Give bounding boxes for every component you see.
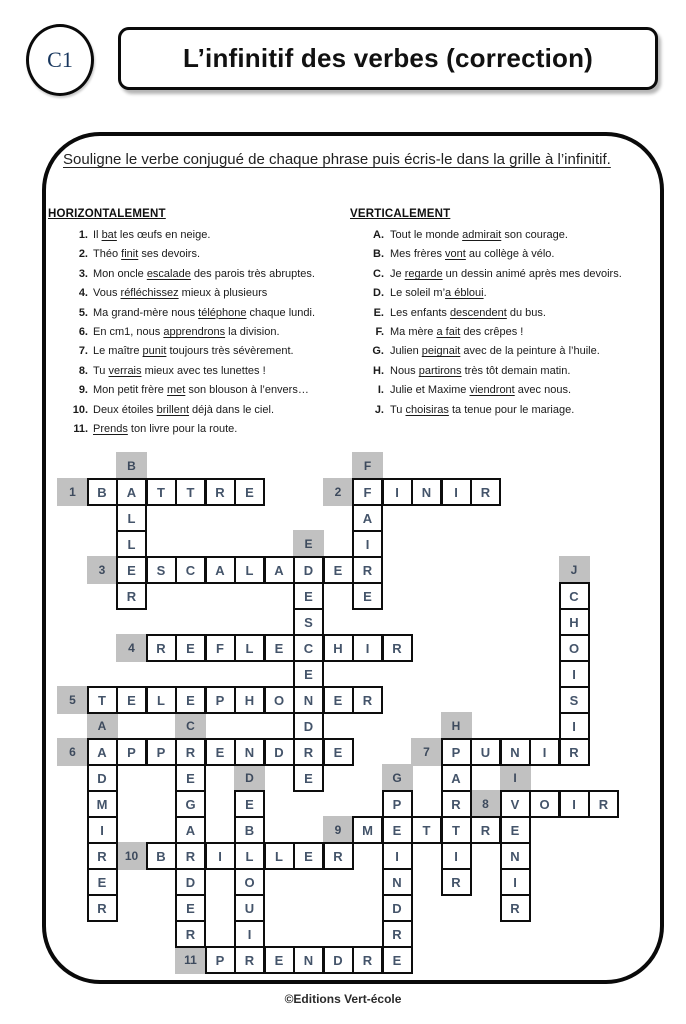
clue-label: F.	[375, 326, 384, 339]
footer-credit: ©Editions Vert-école	[284, 992, 402, 1006]
grid-letter-cell: I	[352, 634, 383, 662]
grid-letter-cell: E	[264, 946, 295, 974]
grid-letter-cell: I	[205, 842, 236, 870]
grid-clue-label-cell: F	[352, 452, 383, 480]
grid-clue-label-cell: 7	[411, 738, 442, 766]
clue-sentence: Tu verrais mieux avec tes lunettes !	[93, 364, 266, 377]
clue-sentence: Vous réfléchissez mieux à plusieurs	[93, 287, 268, 300]
grid-letter-cell: A	[175, 816, 206, 844]
grid-letter-cell: E	[323, 556, 354, 584]
grid-letter-cell: D	[382, 894, 413, 922]
clue-label: 9.	[78, 384, 88, 397]
grid-letter-cell: R	[559, 738, 590, 766]
grid-letter-cell: U	[470, 738, 501, 766]
grid-letter-cell: R	[441, 790, 472, 818]
clue-label: E.	[373, 306, 384, 319]
clue-label: 5.	[78, 306, 88, 319]
clue-label: 11.	[73, 423, 88, 436]
grid-letter-cell: O	[559, 634, 590, 662]
underlined-verb: punit	[142, 345, 167, 358]
clue-item	[48, 323, 348, 342]
horizontal-heading: HORIZONTALEMENT	[48, 208, 166, 220]
grid-letter-cell: H	[323, 634, 354, 662]
grid-clue-label-cell: H	[441, 712, 472, 740]
grid-letter-cell: R	[205, 478, 236, 506]
grid-letter-cell: R	[500, 894, 531, 922]
grid-letter-cell: S	[559, 686, 590, 714]
grid-clue-label-cell: J	[559, 556, 590, 584]
horizontal-clues-section	[48, 208, 348, 439]
grid-letter-cell: R	[441, 868, 472, 896]
horizontal-clue-list	[48, 226, 348, 439]
clue-label: B.	[373, 248, 384, 261]
underlined-verb: descendent	[449, 306, 507, 319]
grid-letter-cell: N	[500, 738, 531, 766]
grid-letter-cell: A	[264, 556, 295, 584]
grid-letter-cell: H	[234, 686, 265, 714]
grid-clue-label-cell: A	[87, 712, 118, 740]
grid-letter-cell: D	[264, 738, 295, 766]
grid-letter-cell: P	[146, 738, 177, 766]
grid-letter-cell: F	[205, 634, 236, 662]
clue-label: A.	[373, 229, 384, 241]
grid-letter-cell: S	[293, 608, 324, 636]
grid-clue-label-cell: 9	[323, 816, 354, 844]
grid-letter-cell: R	[175, 920, 206, 948]
grid-letter-cell: A	[116, 478, 147, 506]
grid-letter-cell: A	[441, 764, 472, 792]
grid-letter-cell: T	[441, 816, 472, 844]
grid-letter-cell: L	[234, 634, 265, 662]
grid-letter-cell: T	[146, 478, 177, 506]
grid-letter-cell: E	[323, 686, 354, 714]
underlined-verb: partirons	[418, 364, 462, 377]
grid-letter-cell: I	[382, 842, 413, 870]
grid-letter-cell: D	[323, 946, 354, 974]
grid-letter-cell: I	[559, 790, 590, 818]
grid-letter-cell: M	[352, 816, 383, 844]
grid-clue-label-cell: I	[500, 764, 531, 792]
grid-letter-cell: C	[559, 582, 590, 610]
grid-letter-cell: N	[382, 868, 413, 896]
grid-letter-cell: L	[116, 530, 147, 558]
grid-letter-cell: R	[116, 582, 147, 610]
clue-label: 7.	[78, 345, 88, 358]
grid-letter-cell: R	[87, 894, 118, 922]
grid-letter-cell: U	[234, 894, 265, 922]
clue-item	[48, 362, 348, 381]
grid-letter-cell: E	[175, 686, 206, 714]
clue-sentence: Le maître punit toujours très sévèrement.	[93, 345, 294, 358]
underlined-verb: finit	[121, 248, 139, 261]
grid-letter-cell: P	[382, 790, 413, 818]
grid-letter-cell: V	[500, 790, 531, 818]
clue-item	[350, 284, 662, 303]
clue-sentence: Le soleil m’a ébloui.	[390, 287, 487, 300]
grid-letter-cell: N	[293, 946, 324, 974]
clue-sentence: Julie et Maxime viendront avec nous.	[390, 384, 572, 397]
grid-letter-cell: E	[293, 842, 324, 870]
grid-letter-cell: A	[352, 504, 383, 532]
grid-letter-cell: R	[175, 842, 206, 870]
grid-letter-cell: E	[87, 868, 118, 896]
clue-item	[350, 245, 662, 264]
grid-letter-cell: R	[470, 816, 501, 844]
vertical-clue-list	[350, 226, 662, 420]
grid-letter-cell: E	[382, 816, 413, 844]
grid-letter-cell: R	[352, 556, 383, 584]
grid-clue-label-cell: 8	[470, 790, 501, 818]
clue-item	[48, 420, 348, 439]
grid-letter-cell: G	[175, 790, 206, 818]
grid-letter-cell: R	[175, 738, 206, 766]
clue-item	[48, 245, 348, 264]
underlined-verb: a ébloui	[445, 287, 484, 300]
grid-letter-cell: L	[146, 686, 177, 714]
clue-sentence: Il bat les œufs en neige.	[93, 229, 211, 241]
grid-letter-cell: T	[87, 686, 118, 714]
grid-letter-cell: E	[293, 764, 324, 792]
vertical-heading: VERTICALEMENT	[350, 208, 451, 220]
underlined-verb: met	[166, 384, 186, 397]
clue-label: H.	[373, 364, 384, 377]
clue-sentence: Je regarde un dessin animé après mes devoirs.	[390, 267, 622, 280]
underlined-verb: bat	[101, 229, 117, 241]
grid-letter-cell: O	[234, 868, 265, 896]
underlined-verb: admirait	[462, 229, 502, 241]
clue-label: 4.	[78, 287, 88, 300]
clue-item	[48, 342, 348, 361]
grid-letter-cell: N	[293, 686, 324, 714]
grid-letter-cell: R	[87, 842, 118, 870]
clue-item	[48, 401, 348, 420]
grid-letter-cell: F	[352, 478, 383, 506]
clue-sentence: Théo finit ses devoirs.	[93, 248, 201, 261]
clue-sentence: Mes frères vont au collège à vélo.	[390, 248, 555, 261]
clue-item	[48, 304, 348, 323]
clue-label: G.	[372, 345, 384, 358]
grid-letter-cell: P	[441, 738, 472, 766]
clue-label: 2.	[78, 248, 88, 261]
grid-letter-cell: R	[293, 738, 324, 766]
grid-letter-cell: S	[146, 556, 177, 584]
grid-letter-cell: M	[87, 790, 118, 818]
underlined-verb: apprendrons	[163, 326, 226, 339]
underlined-verb: choisiras	[405, 403, 449, 416]
grid-letter-cell: E	[323, 738, 354, 766]
grid-letter-cell: E	[116, 686, 147, 714]
grid-letter-cell: E	[352, 582, 383, 610]
clue-sentence: Julien peignait avec de la peinture à l’huile.	[390, 345, 600, 358]
clue-label: 10.	[72, 403, 88, 416]
grid-letter-cell: P	[205, 686, 236, 714]
clue-item	[48, 284, 348, 303]
grid-clue-label-cell: C	[175, 712, 206, 740]
grid-clue-label-cell: 5	[57, 686, 88, 714]
clue-item	[350, 342, 662, 361]
grid-letter-cell: E	[175, 894, 206, 922]
grid-clue-label-cell: E	[293, 530, 324, 558]
underlined-verb: réfléchissez	[120, 287, 179, 300]
clue-item	[350, 401, 662, 420]
lesson-code-badge	[26, 24, 94, 96]
clue-label: D.	[373, 287, 384, 300]
grid-letter-cell: E	[500, 816, 531, 844]
grid-letter-cell: E	[116, 556, 147, 584]
grid-letter-cell: N	[234, 738, 265, 766]
clue-label: C.	[373, 267, 384, 280]
underlined-verb: brillent	[156, 403, 189, 416]
grid-letter-cell: E	[175, 634, 206, 662]
grid-letter-cell: R	[234, 946, 265, 974]
clue-sentence: Deux étoiles brillent déjà dans le ciel.	[93, 403, 274, 416]
grid-letter-cell: R	[382, 920, 413, 948]
underlined-verb: peignait	[421, 345, 461, 358]
clue-item	[350, 381, 662, 400]
grid-letter-cell: I	[382, 478, 413, 506]
grid-letter-cell: E	[234, 478, 265, 506]
underlined-verb: Prends	[93, 423, 128, 436]
clue-item	[48, 265, 348, 284]
clue-sentence: Mon petit frère met son blouson à l’envers…	[93, 384, 309, 397]
grid-letter-cell: R	[323, 842, 354, 870]
grid-letter-cell: R	[588, 790, 619, 818]
grid-letter-cell: D	[87, 764, 118, 792]
grid-letter-cell: A	[205, 556, 236, 584]
grid-letter-cell: T	[175, 478, 206, 506]
grid-letter-cell: R	[352, 686, 383, 714]
clue-item	[48, 381, 348, 400]
grid-letter-cell: L	[116, 504, 147, 532]
grid-letter-cell: E	[205, 738, 236, 766]
clue-label: 6.	[78, 326, 88, 339]
grid-letter-cell: N	[500, 842, 531, 870]
grid-letter-cell: E	[175, 764, 206, 792]
grid-clue-label-cell: 3	[87, 556, 118, 584]
grid-letter-cell: E	[293, 582, 324, 610]
grid-letter-cell: B	[146, 842, 177, 870]
instruction-text: Souligne le verbe conjugué de chaque phrase puis écris-le dans la grille à l’infinitif.	[63, 151, 611, 168]
underlined-verb: escalade	[146, 267, 191, 280]
grid-letter-cell: R	[352, 946, 383, 974]
grid-letter-cell: I	[234, 920, 265, 948]
underlined-verb: vont	[445, 248, 466, 261]
clue-label: I.	[377, 384, 384, 397]
clue-sentence: Tu choisiras ta tenue pour le mariage.	[390, 403, 575, 416]
clue-sentence: Ma mère a fait des crêpes !	[390, 326, 524, 339]
grid-letter-cell: I	[87, 816, 118, 844]
grid-letter-cell: B	[87, 478, 118, 506]
grid-clue-label-cell: 1	[57, 478, 88, 506]
grid-letter-cell: E	[293, 660, 324, 688]
underlined-verb: verrais	[108, 364, 142, 377]
clue-item	[350, 323, 662, 342]
crossword-grid	[57, 452, 622, 977]
underlined-verb: téléphone	[198, 306, 247, 319]
grid-letter-cell: R	[146, 634, 177, 662]
grid-letter-cell: O	[264, 686, 295, 714]
clue-sentence: Prends ton livre pour la route.	[93, 423, 238, 436]
vertical-clues-section	[350, 208, 662, 420]
grid-letter-cell: B	[234, 816, 265, 844]
clue-sentence: Mon oncle escalade des parois très abruptes.	[93, 267, 315, 280]
grid-clue-label-cell: 10	[116, 842, 147, 870]
clue-label: J.	[374, 403, 384, 416]
grid-letter-cell: L	[234, 556, 265, 584]
grid-letter-cell: C	[175, 556, 206, 584]
grid-letter-cell: I	[500, 868, 531, 896]
grid-letter-cell: P	[116, 738, 147, 766]
grid-clue-label-cell: 11	[175, 946, 206, 974]
clue-item	[350, 226, 662, 245]
title-box	[118, 27, 658, 90]
underlined-verb: regarde	[404, 267, 443, 280]
clue-label: 8.	[78, 364, 88, 377]
underlined-verb: a fait	[436, 326, 461, 339]
grid-clue-label-cell: B	[116, 452, 147, 480]
clue-sentence: Les enfants descendent du bus.	[390, 306, 546, 319]
grid-letter-cell: A	[87, 738, 118, 766]
grid-letter-cell: D	[293, 556, 324, 584]
clue-label: 1.	[78, 229, 88, 241]
underlined-verb: viendront	[469, 384, 515, 397]
grid-letter-cell: D	[293, 712, 324, 740]
clue-item	[350, 265, 662, 284]
grid-letter-cell: I	[559, 712, 590, 740]
grid-clue-label-cell: G	[382, 764, 413, 792]
grid-letter-cell: I	[352, 530, 383, 558]
clue-item	[350, 304, 662, 323]
grid-letter-cell: I	[441, 842, 472, 870]
clue-sentence: En cm1, nous apprendrons la division.	[93, 326, 280, 339]
grid-letter-cell: L	[234, 842, 265, 870]
grid-letter-cell: I	[529, 738, 560, 766]
grid-letter-cell: T	[411, 816, 442, 844]
grid-letter-cell: E	[264, 634, 295, 662]
clue-item	[350, 362, 662, 381]
grid-letter-cell: R	[382, 634, 413, 662]
clue-sentence: Ma grand-mère nous téléphone chaque lundi.	[93, 306, 315, 319]
grid-letter-cell: E	[382, 946, 413, 974]
clue-sentence: Nous partirons très tôt demain matin.	[390, 364, 571, 377]
clue-sentence: Tout le monde admirait son courage.	[390, 229, 568, 241]
grid-letter-cell: D	[175, 868, 206, 896]
grid-letter-cell: N	[411, 478, 442, 506]
lesson-code: C1	[47, 47, 73, 72]
grid-letter-cell: I	[441, 478, 472, 506]
clue-item	[48, 226, 348, 245]
page-title: L’infinitif des verbes (correction)	[182, 43, 594, 73]
grid-letter-cell: E	[234, 790, 265, 818]
clue-label: 3.	[78, 267, 88, 280]
grid-clue-label-cell: 2	[323, 478, 354, 506]
grid-letter-cell: O	[529, 790, 560, 818]
grid-clue-label-cell: 4	[116, 634, 147, 662]
grid-letter-cell: P	[205, 946, 236, 974]
grid-letter-cell: C	[293, 634, 324, 662]
grid-letter-cell: I	[559, 660, 590, 688]
grid-letter-cell: L	[264, 842, 295, 870]
grid-letter-cell: R	[470, 478, 501, 506]
grid-clue-label-cell: 6	[57, 738, 88, 766]
grid-clue-label-cell: D	[234, 764, 265, 792]
grid-letter-cell: H	[559, 608, 590, 636]
